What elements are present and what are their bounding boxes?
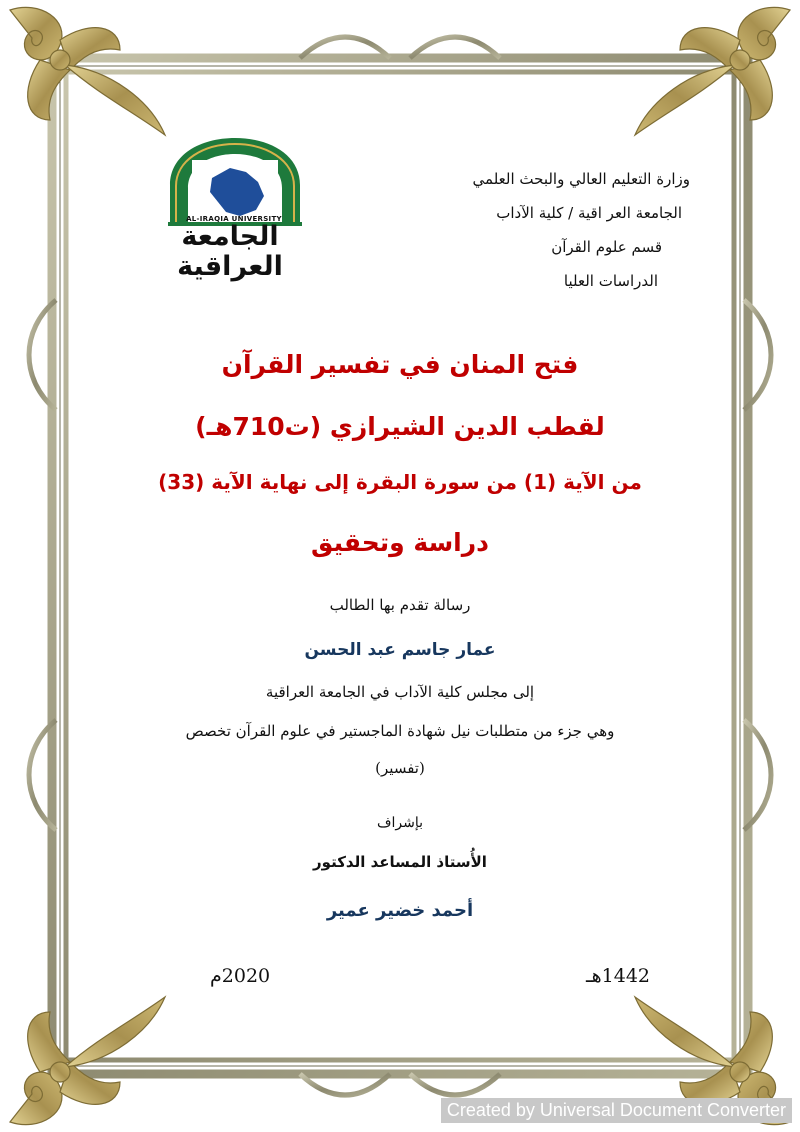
graduate-studies: الدراسات العليا — [563, 272, 658, 290]
university-college: الجامعة العر اقية / كلية الآداب — [496, 204, 682, 222]
council-text: إلى مجلس كلية الآداب في الجامعة العراقية — [265, 683, 535, 701]
logo-english-text: AL-IRAQIA UNIVERSITY — [186, 215, 282, 223]
supervisor-name: أحمد خضير عمير — [326, 900, 474, 921]
institution-header — [390, 162, 690, 298]
specialization-text: (تفسير) — [375, 759, 425, 777]
logo-arabic-line1: الجامعة — [181, 221, 279, 252]
supervisor-rank: الأُستاذ المساعد الدكتور — [313, 853, 487, 871]
submitted-by-text: رسالة تقدم بها الطالب — [329, 596, 471, 614]
thesis-title-line3: من الآية (1) من سورة البقرة إلى نهاية الآية (33) — [158, 470, 642, 494]
thesis-title-line2: لقطب الدين الشيرازي (ت710هـ) — [195, 412, 605, 441]
student-name: عمار جاسم عبد الحسن — [304, 640, 496, 660]
thesis-title-line1: فتح المنان في تفسير القرآن — [221, 350, 579, 379]
ministry-name: وزارة التعليم العالي والبحث العلمي — [472, 170, 690, 188]
thesis-title-line4: دراسة وتحقيق — [311, 528, 489, 557]
hijri-date: 1442هـ — [586, 965, 650, 987]
logo-arabic-text — [160, 222, 300, 282]
degree-text: وهي جزء من متطلبات نيل شهادة الماجستير في علوم القرآن تخصص — [185, 722, 615, 740]
converter-watermark: Created by Universal Document Converter — [441, 1098, 792, 1123]
department-name: قسم علوم القرآن — [551, 238, 662, 256]
supervision-label: بإشراف — [376, 815, 424, 831]
gregorian-date: 2020م — [210, 965, 271, 987]
logo-arabic-line2: العراقية — [177, 251, 283, 282]
